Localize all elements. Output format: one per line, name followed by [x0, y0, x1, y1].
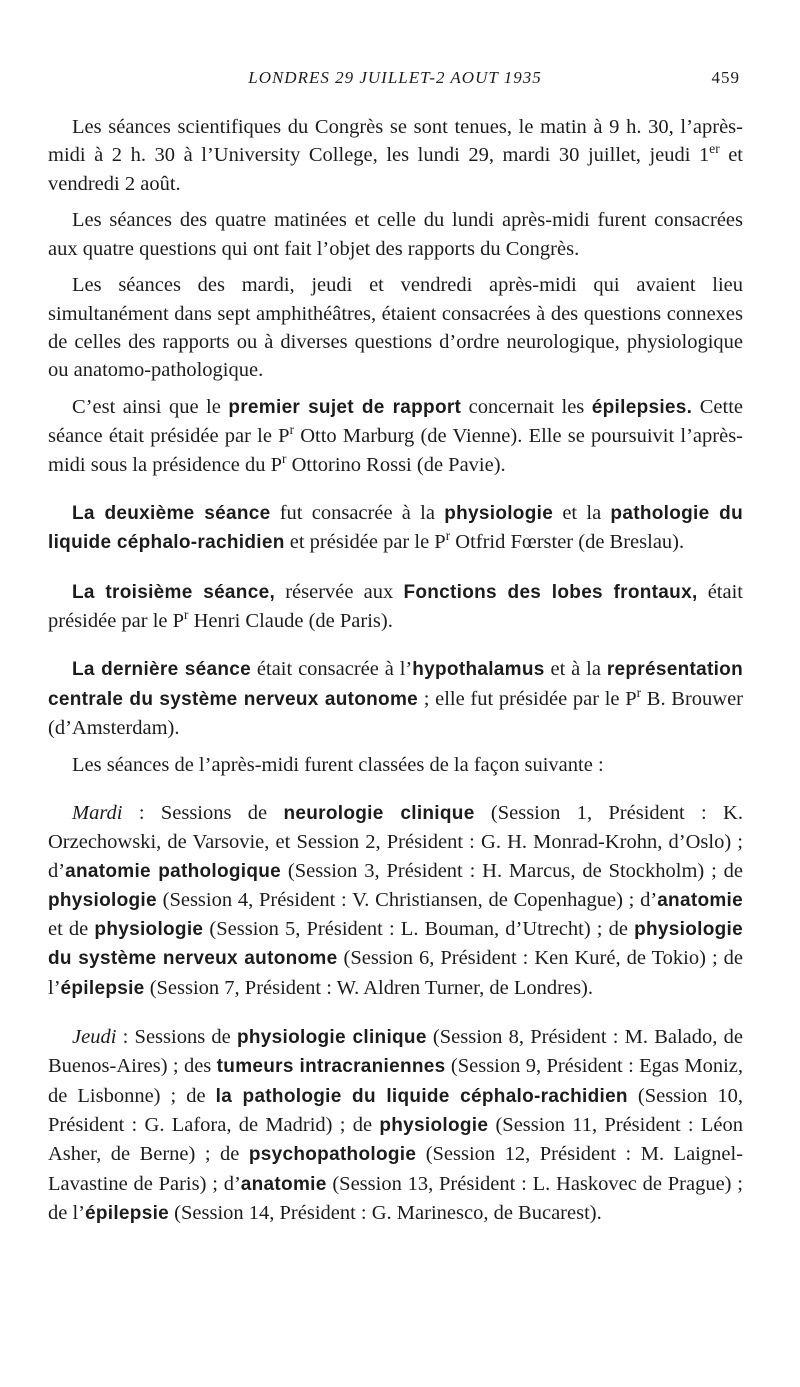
bold-term: physiologie [444, 503, 554, 525]
bold-term: épilepsie [85, 1202, 170, 1224]
text-run: Otfrid Fœrster (de Breslau). [450, 531, 685, 554]
superscript: r [184, 607, 189, 623]
bold-term: Fonctions des lobes frontaux, [403, 581, 698, 603]
body-text [48, 113, 743, 1237]
text-run: et de [48, 918, 95, 941]
text-run: était présidée par le P [48, 580, 743, 632]
bold-term: psychopathologie [248, 1144, 417, 1166]
bold-term: La dernière séance [72, 659, 252, 681]
bold-term: physiologie [379, 1114, 489, 1136]
running-title: LONDRES 29 JUILLET-2 AOUT 1935 [248, 68, 542, 87]
bold-term: tumeurs intracraniennes [216, 1056, 446, 1078]
bold-term: premier sujet de rapport [228, 397, 462, 419]
paragraph-7 [48, 655, 743, 742]
text-run: (Session 7, Président : W. Aldren Turner, de Londres). [144, 976, 594, 999]
bold-term: physiologie du système nerveux autonome [48, 919, 743, 970]
text-run: (Session 11, Président : Léon Asher, de Berne) ; de [48, 1113, 743, 1166]
text-run: Les séances de l’après-midi furent classées de la façon suivante : [72, 753, 604, 776]
text-run: et à la [544, 658, 607, 681]
paragraph-5 [48, 499, 743, 558]
text-run: était consacrée à l’ [251, 658, 413, 681]
bold-term: pathologie du liquide céphalo-rachidien [48, 503, 743, 554]
text-run: (Session 6, Président : Ken Kuré, de Tokio) ; de l’ [48, 947, 743, 999]
paragraph-10 [48, 1023, 743, 1228]
bold-term: anatomie pathologique [65, 860, 282, 882]
paragraph-6 [48, 578, 743, 636]
text-run: et vendredi 2 août. [48, 144, 743, 195]
paragraph-1 [48, 113, 743, 198]
bold-term: physiologie clinique [236, 1027, 427, 1049]
bold-term: La deuxième séance [72, 503, 271, 525]
text-run: B. Brouwer (d’Amsterdam). [48, 687, 744, 739]
text-run: Otto Marburg (de Vienne). Elle se poursuivit l’après-midi sous la présidence du P [48, 425, 743, 476]
text-run: ; elle fut présidée par le P [418, 687, 637, 710]
italic-term: Jeudi [72, 1026, 117, 1049]
superscript: r [445, 528, 451, 544]
text-run: C’est ainsi que le [72, 396, 229, 419]
text-run: Henri Claude (de Paris). [188, 609, 393, 632]
bold-term: hypothalamus [412, 659, 545, 681]
text-run: (Session 5, Président : L. Bouman, d’Utrecht) ; de [203, 918, 635, 941]
bold-term: La troisième séance, [72, 581, 276, 603]
text-run: Les séances des quatre matinées et celle du lundi après-midi furent consacrées aux quatre questions qui ont fait l’objet des rapports du Congrès. [48, 209, 743, 260]
text-run: (Session 12, Président : M. Laignel-Lavastine de Paris) ; d’ [48, 1143, 743, 1195]
text-run: (Session 10, Président : G. Lafora, de Madrid) ; de [48, 1084, 743, 1136]
text-run: : Sessions de [122, 801, 284, 824]
paragraph-4 [48, 393, 743, 479]
text-run: Ottorino Rossi (de Pavie). [286, 453, 506, 476]
bold-term: épilepsie [60, 977, 145, 999]
text-run: (Session 3, Président : H. Marcus, de Stockholm) ; de [281, 859, 743, 882]
paragraph-9 [48, 799, 743, 1003]
bold-term: la pathologie du liquide céphalo-rachidien [215, 1085, 628, 1107]
superscript: er [709, 141, 720, 157]
text-run: concernait les [461, 396, 592, 419]
italic-term: Mardi [72, 801, 123, 824]
superscript: r [289, 422, 295, 438]
text-run: (Session 8, Président : M. Balado, de Buenos-Aires) ; des [48, 1026, 743, 1078]
bold-term: physiologie [94, 919, 204, 941]
bold-term: anatomie [240, 1173, 327, 1195]
superscript: r [282, 450, 287, 466]
bold-term: physiologie [48, 889, 157, 911]
page-header [50, 68, 740, 92]
bold-term: anatomie [657, 889, 743, 911]
text-run: Les séances des mardi, jeudi et vendredi après-midi qui avaient lieu simultanément dans sept amphithéâtres, étaient consacrées à des questions connexes de celles des rapports ou à diverses questions d’ordre neurologique, physiologique ou anatomo-pathologique. [48, 274, 743, 382]
bold-term: épilepsies. [591, 397, 693, 419]
text-run: (Session 4, Président : V. Christiansen, de Copenhague) ; d’ [156, 888, 658, 911]
paragraph-2 [48, 206, 743, 263]
text-run: (Session 1, Président : K. Orzechowski, de Varsovie, et Session 2, Président : G. H. Monrad-Krohn, d’Oslo) ; d’ [48, 801, 743, 882]
bold-term: neurologie clinique [283, 802, 475, 824]
text-run: : Sessions de [116, 1026, 237, 1049]
bold-term: représentation centrale du système nerveux autonome [48, 659, 743, 710]
text-run: (Session 14, Président : G. Marinesco, de Bucarest). [169, 1201, 602, 1224]
paragraph-8 [48, 751, 743, 779]
text-run: (Session 13, Président : L. Haskovec de Prague) ; de l’ [48, 1172, 743, 1224]
text-run: Cette séance était présidée par le P [48, 396, 743, 448]
text-run: Les séances scientifiques du Congrès se sont tenues, le matin à 9 h. 30, l’après-midi à 2 h. 30 à l’University College, les lundi 29, mardi 30 juillet, jeudi 1 [48, 116, 743, 167]
text-run: (Session 9, Président : Egas Moniz, de Lisbonne) ; de [48, 1055, 743, 1107]
text-run: et la [553, 502, 611, 525]
text-run: et présidée par le P [284, 531, 446, 554]
text-run: réservée aux [275, 580, 404, 603]
page-number: 459 [711, 68, 740, 87]
text-run: fut consacrée à la [270, 502, 445, 525]
paragraph-3 [48, 271, 743, 384]
superscript: r [636, 684, 642, 700]
